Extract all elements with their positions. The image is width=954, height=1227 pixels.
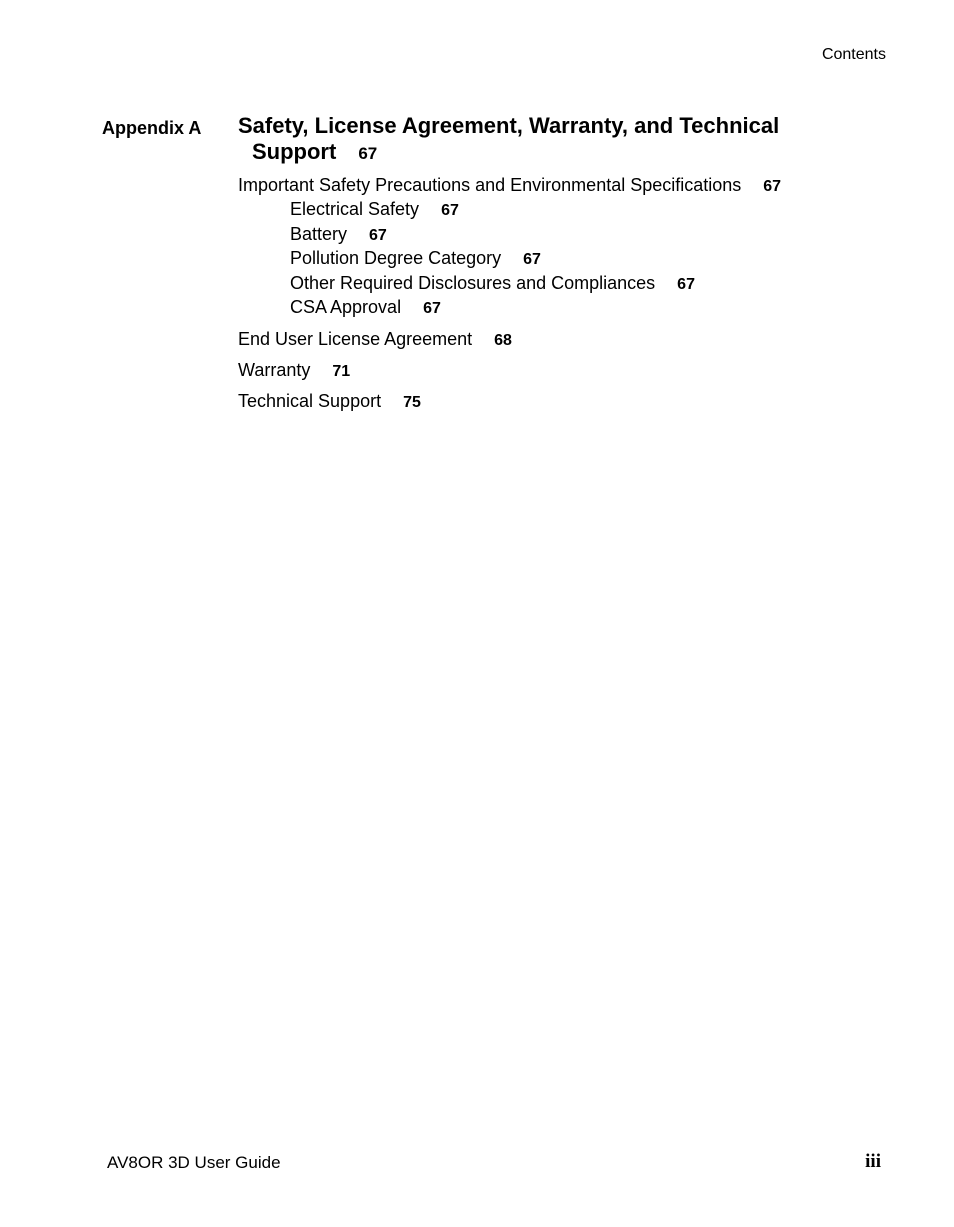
toc-entry-title: Pollution Degree Category	[290, 248, 502, 269]
toc-entry-battery[interactable]	[238, 223, 878, 248]
running-head: Contents	[821, 46, 886, 63]
appendix-page-number: 67	[358, 144, 378, 163]
footer-document-title: AV8OR 3D User Guide	[107, 1153, 281, 1172]
appendix-label: Appendix A	[102, 118, 202, 138]
toc-entry-title: CSA Approval	[290, 297, 402, 318]
toc-entry-title: Other Required Disclosures and Compliances	[290, 272, 656, 293]
toc-entry-other-disclosures[interactable]	[238, 272, 878, 297]
toc-entry-title: Battery	[290, 223, 348, 244]
toc-entry-eula[interactable]	[238, 328, 878, 352]
toc-entry-pollution-degree[interactable]	[238, 247, 878, 272]
toc-entry-csa-approval[interactable]	[238, 296, 878, 321]
toc-entry-title: Important Safety Precautions and Environmental Specifications	[238, 175, 742, 195]
toc-entry-title: Technical Support	[238, 390, 382, 411]
toc-entry-page: 67	[677, 275, 695, 293]
toc-entry-electrical-safety[interactable]	[238, 198, 878, 223]
appendix-title: Safety, License Agreement, Warranty, and Technical Support	[238, 113, 780, 164]
appendix-title-entry[interactable]	[238, 113, 852, 167]
toc-entry-warranty[interactable]	[238, 359, 878, 383]
toc-entry-title: Warranty	[238, 359, 311, 380]
toc-entry-page: 75	[403, 393, 421, 411]
toc-entry-page: 68	[494, 331, 512, 349]
toc-entry-page: 71	[332, 362, 351, 380]
toc-entry-page: 67	[423, 300, 441, 318]
toc-entry-page: 67	[441, 202, 459, 219]
toc-entry-page: 67	[523, 251, 541, 269]
toc-entry-page: 67	[763, 178, 782, 195]
footer-page-number: iii	[865, 1151, 881, 1172]
toc-entry-safety-precautions[interactable]	[238, 174, 878, 198]
toc-entries	[238, 174, 878, 414]
toc-entry-title: End User License Agreement	[238, 328, 473, 349]
toc-entry-technical-support[interactable]	[238, 390, 878, 414]
toc-entry-title: Electrical Safety	[290, 199, 420, 219]
toc-entry-page: 67	[369, 226, 387, 244]
